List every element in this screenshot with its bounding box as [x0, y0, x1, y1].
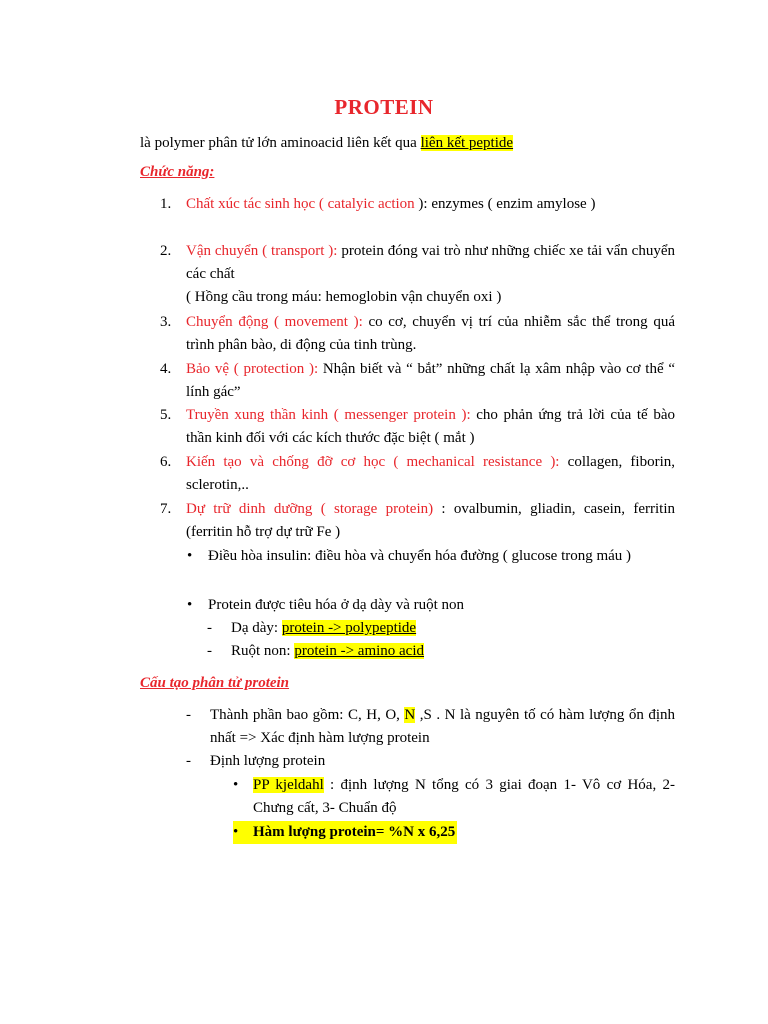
item-title: Kiến tạo và chống đỡ cơ học ( mechanical resistance ): [186, 454, 560, 470]
formula-highlight-block [233, 821, 457, 844]
item-title: Bảo vệ ( protection ): [186, 361, 319, 377]
bullet-item-digestion [187, 594, 675, 617]
formula-text: Hàm lượng protein= %N x 6,25 [253, 824, 456, 840]
composition-text-rest: ,S . N là nguyên tố có hàm lượng ổn định nhất => Xác định hàm lượng protein [210, 707, 675, 746]
digestion-highlight: protein -> polypeptide [281, 620, 417, 636]
organ-label: Ruột non: [231, 643, 295, 659]
bullet-icon: • [187, 597, 193, 613]
bullet-icon: • [233, 777, 239, 793]
item-text: : ovalbumin, gliadin, casein, ferritin (ferritin hỗ trợ dự trữ Fe ) [186, 501, 675, 540]
composition-text: Thành phần bao gồm: C, H, O, [210, 707, 405, 723]
organ-label: Dạ dày: [231, 620, 282, 636]
function-item-1 [160, 193, 675, 216]
bullet-formula [233, 821, 675, 844]
dash-marker: - [207, 643, 212, 659]
dash-marker: - [207, 620, 212, 636]
item-text: collagen, fiborin, sclerotin,.. [186, 454, 676, 493]
item-text: co cơ, chuyển vị trí của nhiễm sắc thể trong quá trình phân bào, di động của tinh trùng. [186, 314, 676, 353]
item-number: 2. [160, 243, 172, 259]
bullet-kjeldahl [233, 774, 675, 820]
function-item-7 [160, 498, 675, 544]
digestion-small-intestine [207, 640, 424, 663]
digestion-highlight: protein -> amino acid [294, 643, 425, 659]
item-text: protein đóng vai trò như những chiếc xe tải vẩn chuyển các chất [186, 243, 676, 282]
item-number: 1. [160, 196, 172, 212]
item-title: Chất xúc tác sinh học ( catalyic action [186, 196, 419, 212]
item-number: 4. [160, 361, 172, 377]
item-title: Truyền xung thần kinh ( messenger protein ): [186, 407, 471, 423]
function-item-6 [160, 451, 675, 497]
intro-paragraph [140, 132, 700, 154]
function-item-2 [160, 240, 675, 309]
kjeldahl-highlight: PP kjeldahl [253, 777, 324, 793]
item-title: Dự trữ dinh dưỡng ( storage protein) [186, 501, 434, 517]
structure-composition [186, 704, 675, 750]
item-text: ): enzymes ( enzim amylose ) [418, 196, 596, 212]
item-text: Nhận biết và “ bắt” những chất lạ xâm nhập vào cơ thể “ lính gác” [186, 361, 676, 400]
quantification-label: Định lượng protein [210, 753, 326, 769]
dash-marker: - [186, 707, 191, 723]
item-number: 3. [160, 314, 172, 330]
bullet-item-insulin [187, 545, 675, 568]
kjeldahl-text: : định lượng N tổng có 3 giai đoạn 1- Vô cơ Hóa, 2-Chưng cất, 3- Chuẩn độ [253, 777, 675, 816]
item-note: ( Hồng cầu trong máu: hemoglobin vận chuyển oxi ) [186, 289, 502, 305]
function-item-4 [160, 358, 675, 404]
item-number: 6. [160, 454, 172, 470]
nitrogen-highlight: N [404, 707, 416, 723]
intro-text: là polymer phân tử lớn aminoacid liên kết qua [140, 135, 421, 151]
item-title: Vận chuyển ( transport ): [186, 243, 338, 259]
item-number: 5. [160, 407, 172, 423]
structure-quantification [186, 750, 325, 773]
item-text: cho phản ứng trả lời của tế bào thần kinh đối với các kích thước đặc biệt ( mắt ) [186, 407, 675, 446]
bullet-icon: • [233, 824, 239, 840]
bullet-icon: • [187, 548, 193, 564]
section-heading-functions: Chức năng: [140, 164, 215, 180]
bullet-text: Điều hòa insulin: điều hòa và chuyển hóa đường ( glucose trong máu ) [208, 548, 632, 564]
bullet-text: Protein được tiêu hóa ở dạ dày và ruột non [208, 597, 465, 613]
function-item-5 [160, 404, 675, 450]
section-heading-structure: Cấu tạo phân tử protein [140, 675, 290, 691]
dash-marker: - [186, 753, 191, 769]
function-item-3 [160, 311, 675, 357]
page-title: PROTEIN [334, 95, 434, 119]
item-number: 7. [160, 501, 172, 517]
intro-highlight: liên kết peptide [420, 135, 514, 151]
digestion-stomach [207, 617, 416, 640]
item-title: Chuyển động ( movement ): [186, 314, 363, 330]
